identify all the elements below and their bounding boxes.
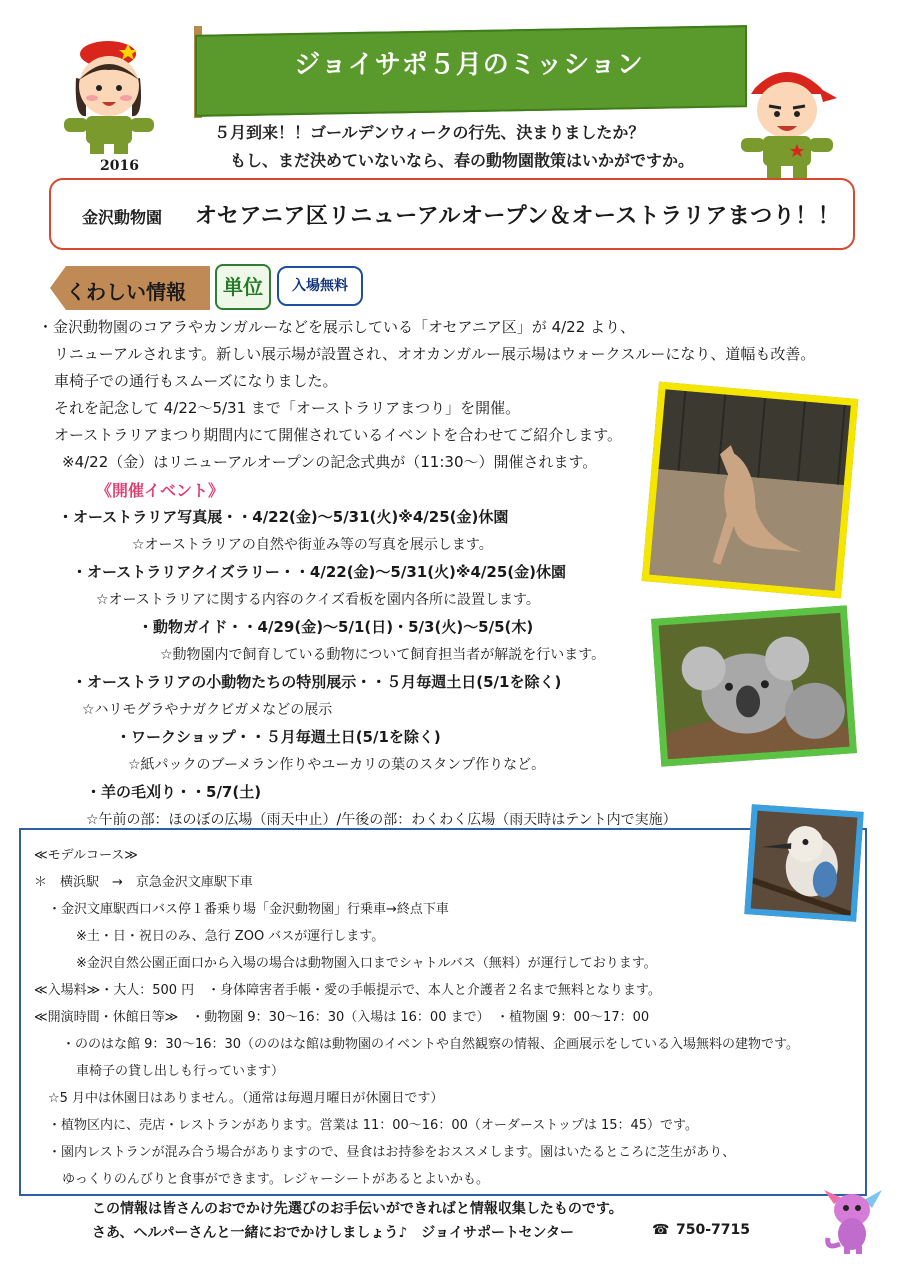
- event-desc: ☆午前の部：ほのぼの広場（雨天中止）/午後の部：わくわく広場（雨天時はテント内で実施）: [86, 812, 677, 828]
- course-line: ※土・日・祝日のみ、急行 ZOO バスが運行します。: [76, 929, 385, 944]
- body-line: それを記念して 4/22～5/31 まで「オーストラリアまつり」を開催。: [54, 399, 521, 417]
- phone-icon: ☎: [652, 1222, 670, 1238]
- intro-line-2: もし、まだ決めていないなら、春の動物園散策はいかがですか。: [230, 151, 695, 170]
- banner-title: ジョイサポ５月のミッション: [294, 50, 644, 80]
- phone-number: 750-7715: [676, 1222, 750, 1238]
- koala-photo: [651, 605, 857, 766]
- intro-line-1: ５月到来！！ゴールデンウィークの行先、決まりましたか？: [214, 123, 645, 142]
- body-line: リニューアルされます。新しい展示場が設置され、オオカンガルー展示場はウォークスルーになり、道幅も改善。: [54, 345, 816, 363]
- event-desc: ☆動物園内で飼育している動物について飼育担当者が解説を行います。: [160, 647, 606, 663]
- course-line: 車椅子の貸し出しも行っています）: [76, 1064, 285, 1079]
- event-desc: ☆オーストラリアに関する内容のクイズ看板を園内各所に設置します。: [96, 592, 540, 608]
- event-desc: ☆オーストラリアの自然や街並み等の写真を展示します。: [132, 537, 493, 553]
- event-title: ・オーストラリアの小動物たちの特別展示・・５月毎週土日(5/1を除く): [72, 673, 562, 691]
- body-line: オーストラリアまつり期間内にて開催されているイベントを合わせてご紹介します。: [54, 426, 623, 444]
- course-line: ゆっくりのんびりと食事ができます。レジャーシートがあるとよいかも。: [62, 1172, 489, 1187]
- scout-girl-mascot: [52, 30, 172, 158]
- event-title: ・オーストラリアクイズラリー・・4/22(金)～5/31(火)※4/25(金)休園: [72, 563, 566, 581]
- zoo-name: 金沢動物園: [82, 208, 163, 227]
- events-heading: 《開催イベント》: [96, 481, 225, 500]
- course-line: ≪入場料≫・大人：500 円 ・身体障害者手帳・愛の手帳提示で、本人と介護者２名まで無料となります。: [34, 983, 661, 998]
- kookaburra-photo: [744, 804, 863, 922]
- unit-badge: 単位: [215, 264, 271, 310]
- event-desc: ☆ハリモグラやナガクビガメなどの展示: [82, 702, 333, 718]
- course-line: ＊ 横浜駅 → 京急金沢文庫駅下車: [34, 875, 253, 890]
- event-title: ・ワークショップ・・５月毎週土日(5/1を除く): [116, 728, 441, 746]
- course-line: ・園内レストランが混み合う場合がありますので、昼食はお持参をおススメします。園はいたるところに芝生があり、: [48, 1145, 736, 1160]
- course-line: ※金沢自然公園正面口から入場の場合は動物園入口までシャトルバス（無料）が運行しております。: [76, 956, 657, 971]
- event-title: ・オーストラリア写真展・・4/22(金)～5/31(火)※4/25(金)休園: [58, 508, 509, 526]
- body-line: ・金沢動物園のコアラやカンガルーなどを展示している「オセアニア区」が 4/22 より、: [38, 318, 636, 336]
- body-line: 車椅子での通行もスムーズになりました。: [54, 372, 338, 390]
- event-title: ・羊の毛刈り・・5/7(土): [86, 783, 262, 801]
- event-desc: ☆紙パックのブーメラン作りやユーカリの葉のスタンプ作りなど。: [128, 757, 546, 773]
- course-line: ・植物区内に、売店・レストランがあります。営業は 11：00～16：00（オーダーストップは 15：45）です。: [48, 1118, 699, 1133]
- scout-boy-mascot: [733, 58, 843, 182]
- course-line: ・金沢文庫駅西口バス停１番乗り場「金沢動物園」行乗車→終点下車: [48, 902, 449, 917]
- course-heading: ≪モデルコース≫: [34, 848, 138, 863]
- event-title: オセアニア区リニューアルオープン＆オーストラリアまつり！！: [195, 204, 841, 229]
- course-line: ・ののはな館 9：30～16：30（ののはな館は動物園のイベントや自然観察の情報、企画展示をしている入場無料の建物です。: [62, 1037, 799, 1052]
- year-label: 2016: [100, 158, 139, 174]
- kangaroo-photo: [642, 382, 859, 599]
- body-line: ※4/22（金）はリニューアルオープンの記念式典が（11:30～）開催されます。: [62, 453, 598, 471]
- footer-line-2: さあ、ヘルパーさんと一緒におでかけしましょう♪ ジョイサポートセンター: [92, 1225, 574, 1241]
- footer-line-1: この情報は皆さんのおでかけ先選びのお手伝いができればと情報収集したものです。: [92, 1201, 623, 1217]
- course-line: ☆5 月中は休園日はありません。（通常は毎週月曜日が休園日です）: [48, 1091, 444, 1106]
- event-title: ・動物ガイド・・4/29(金)～5/1(日)・5/3(火)～5/5(木): [138, 618, 534, 636]
- detail-tag-label: くわしい情報: [66, 280, 186, 304]
- free-admission-badge: 入場無料: [277, 266, 363, 306]
- dragon-mascot: [820, 1184, 886, 1256]
- course-line: ≪開演時間・休館日等≫ ・動物園 9：30～16：30（入場は 16：00 まで） ・植物園 9：00～17：00: [34, 1010, 650, 1025]
